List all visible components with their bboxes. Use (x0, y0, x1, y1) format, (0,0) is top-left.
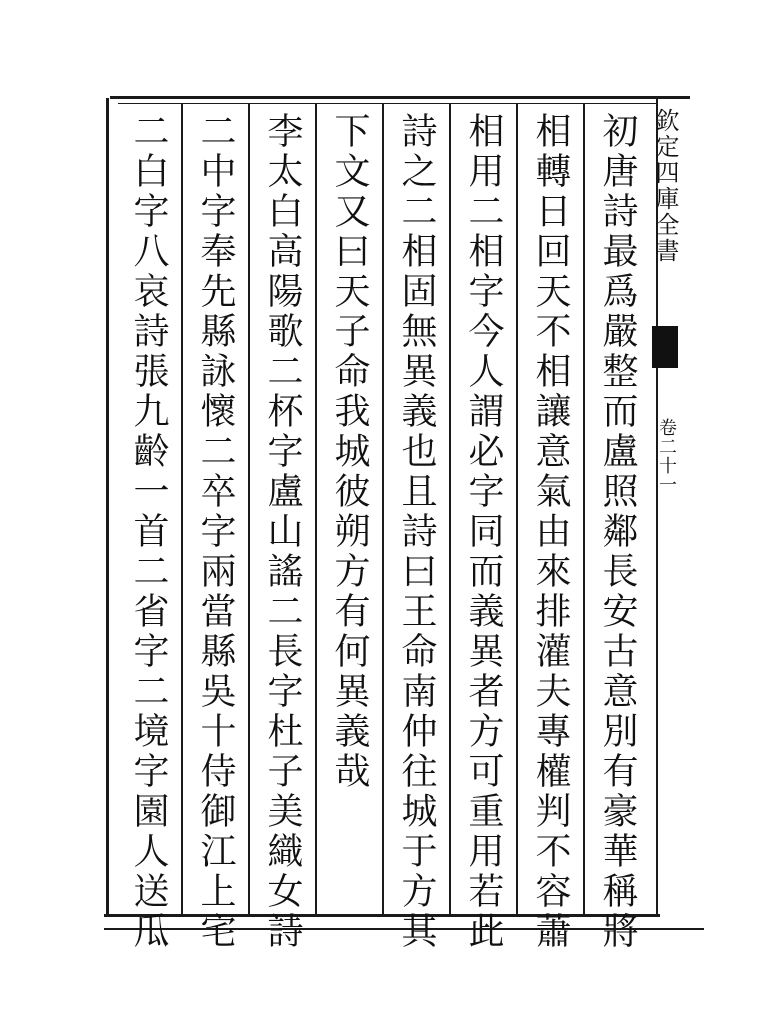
text-column-2: 相轉日回天不相讓意氣由來排灌夫專權判不容蕭 (530, 112, 571, 952)
column-divider (382, 104, 384, 914)
text-column-7: 二中字奉先縣詠懷二卒字兩當縣吳十侍御江上宅 (195, 112, 236, 952)
column-divider (315, 104, 317, 914)
bottom-border (104, 914, 660, 917)
column-divider (181, 104, 183, 914)
top-border-inner (118, 103, 658, 104)
text-column-4: 詩之二相固無異義也且詩曰王命南仲往城于方其 (396, 112, 437, 952)
text-column-8: 二白字八哀詩張九齡一首二省字二境字園人送瓜 (128, 112, 169, 952)
column-divider (248, 104, 250, 914)
fish-tail-mark (652, 326, 678, 368)
column-divider (583, 104, 585, 914)
book-title-margin: 欽定四庫全書 (651, 108, 679, 264)
text-column-3: 相用二相字今人謂必字同而義異者方可重用若此 (463, 112, 504, 952)
left-border (106, 98, 109, 916)
volume-folio: 卷二十一 (656, 418, 677, 494)
text-column-6: 李太白高陽歌二杯字盧山謠二長字杜子美織女詩 (262, 112, 303, 952)
text-column-1: 初唐詩最爲嚴整而盧照鄰長安古意別有豪華稱將 (597, 112, 638, 952)
column-divider (516, 104, 518, 914)
text-column-5: 下文又曰天子命我城彼朔方有何異義哉 (329, 112, 370, 792)
top-border (110, 96, 690, 99)
column-divider (449, 104, 451, 914)
